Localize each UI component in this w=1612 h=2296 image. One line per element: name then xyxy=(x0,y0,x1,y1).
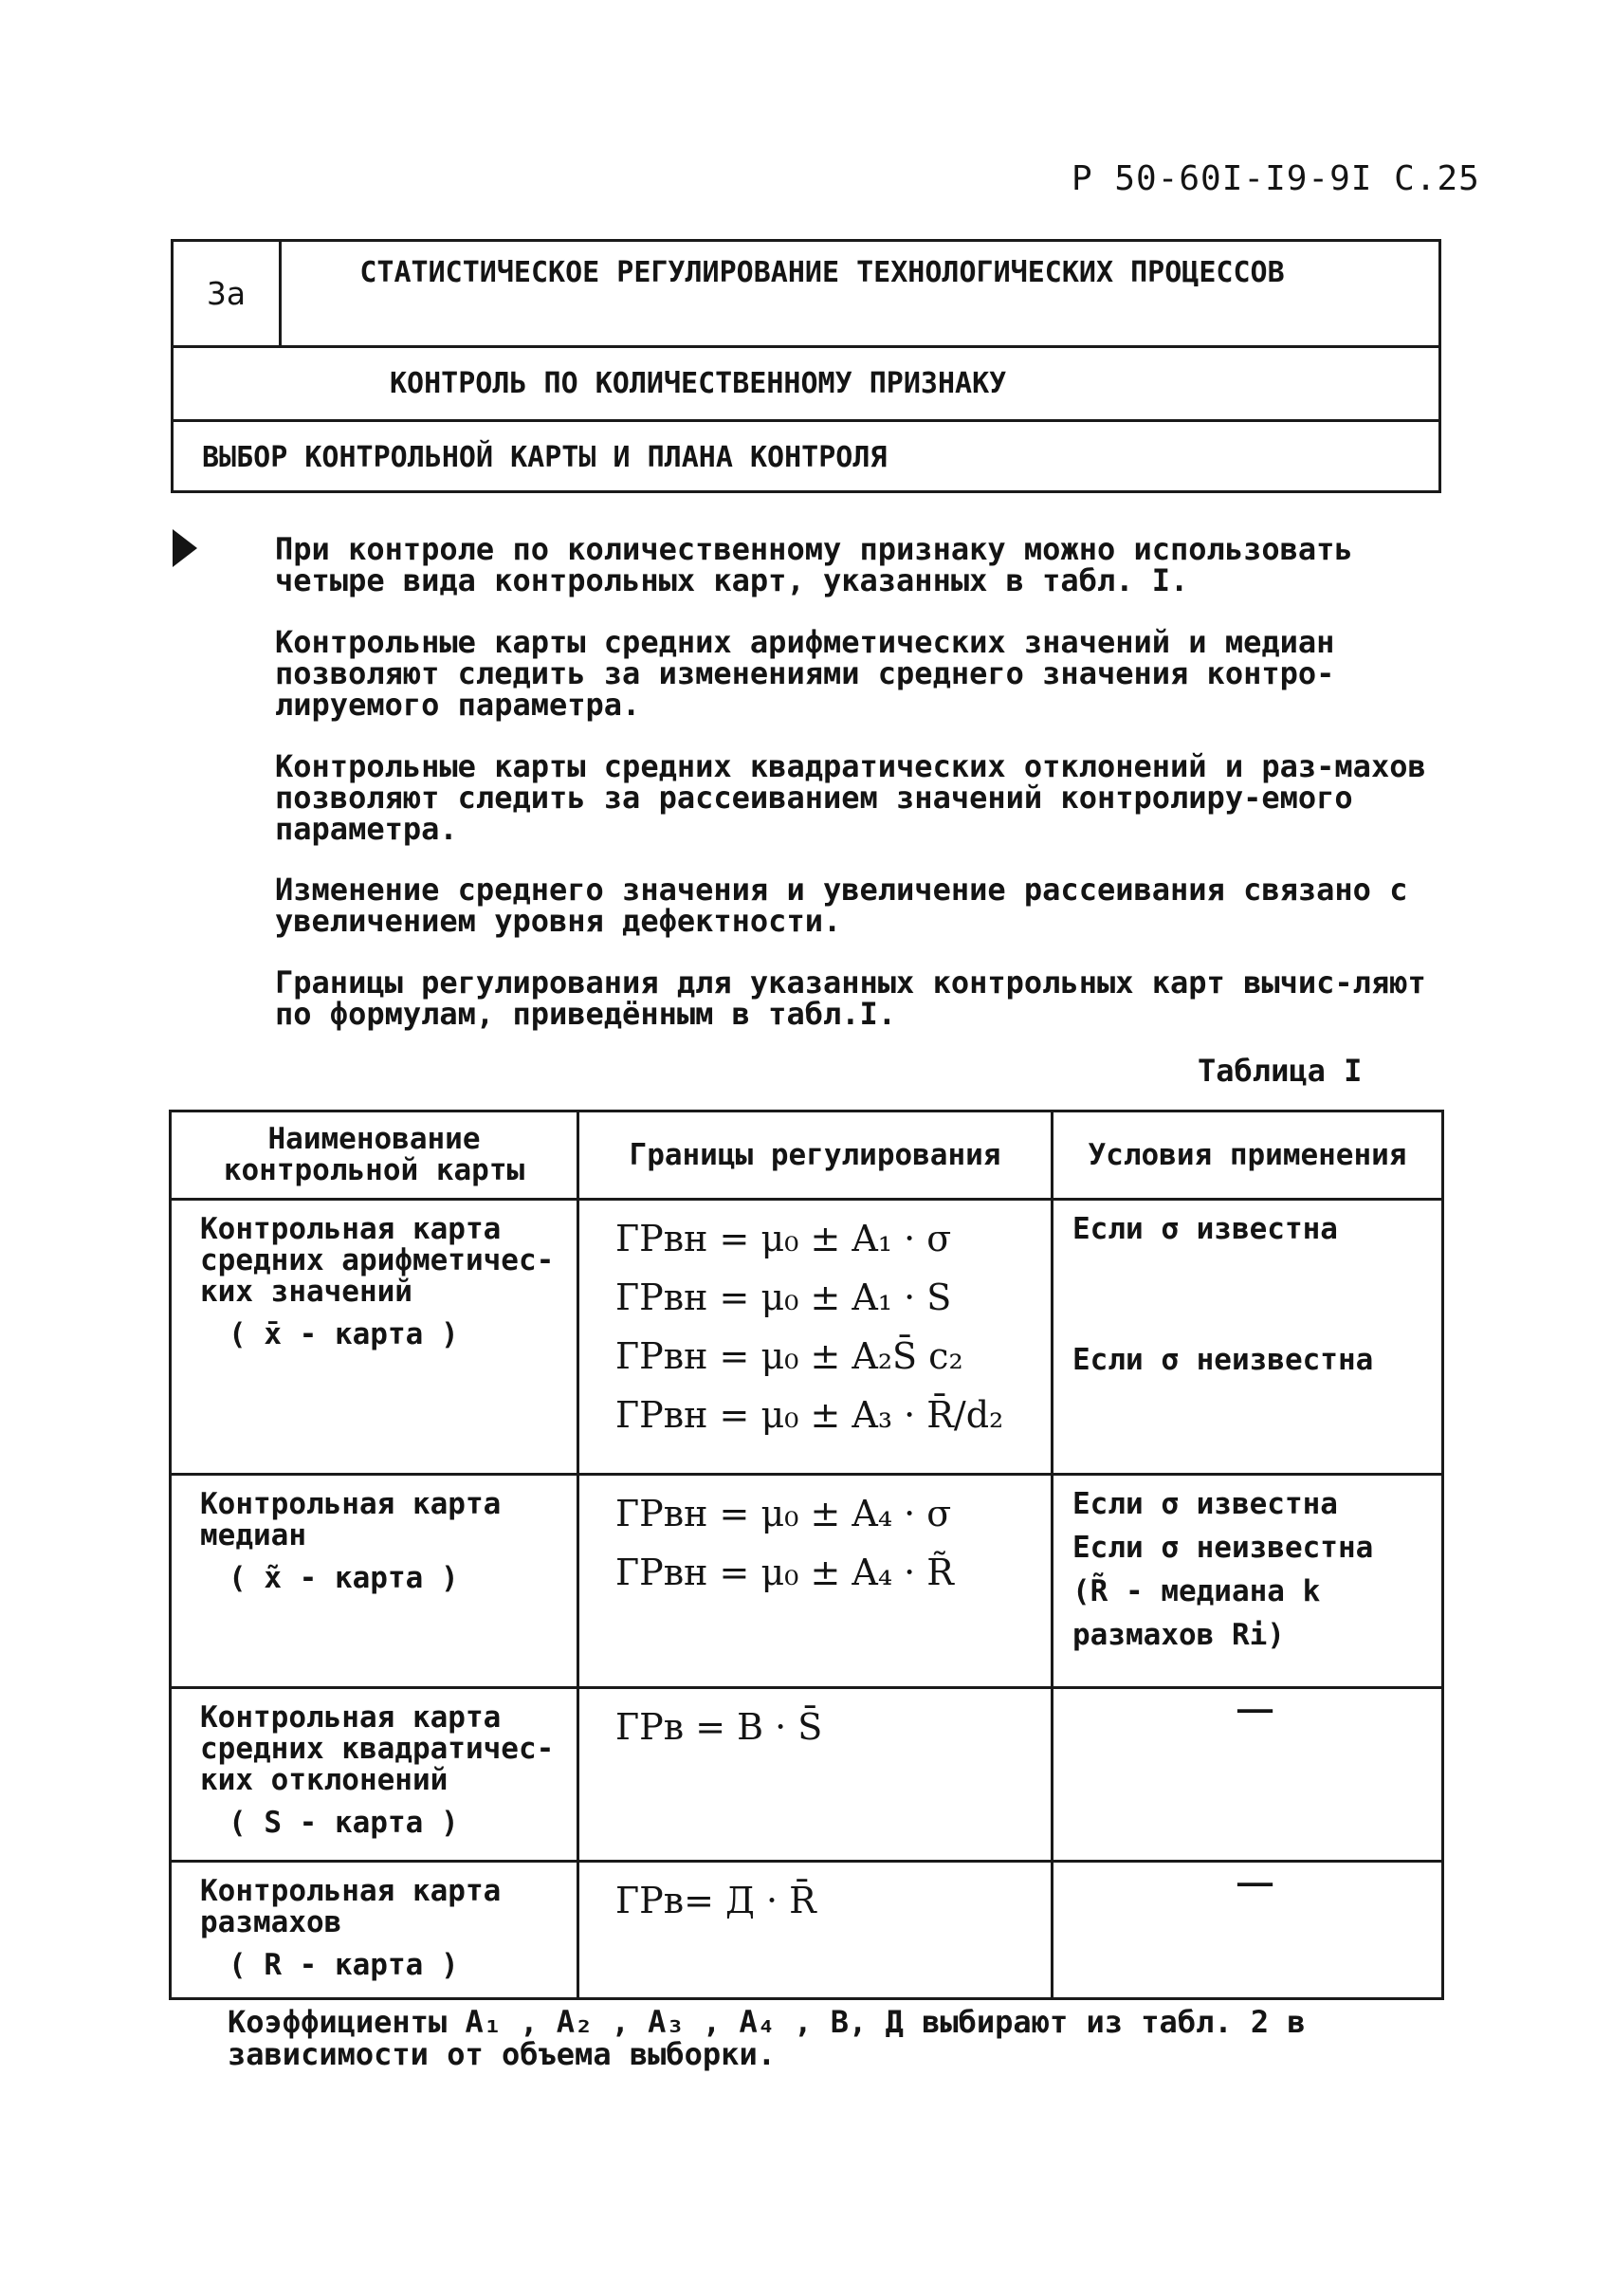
formula: ГРвн = μ₀ ± A₂S̄ c₂ xyxy=(615,1335,963,1377)
chart-type: ( S - карта ) xyxy=(229,1806,459,1840)
conditions-cell xyxy=(1053,1475,1443,1688)
condition: Если σ известна xyxy=(1072,1212,1338,1246)
paragraph-3: Контрольные карты средних квадратических отклонений и раз-махов позволяют следить за рассеиванием значений контролиру-емого параметра. xyxy=(275,748,1426,847)
formula-cell xyxy=(578,1862,1053,1999)
header-title: СТАТИСТИЧЕСКОЕ РЕГУЛИРОВАНИЕ ТЕХНОЛОГИЧЕСКИХ ПРОЦЕССОВ xyxy=(359,256,1285,289)
header-row-title xyxy=(174,242,1438,348)
formula: ГРв = B · S̄ xyxy=(615,1706,823,1748)
chart-type: ( R - карта ) xyxy=(229,1948,459,1982)
header-control-limits: Границы регулирования xyxy=(578,1111,1053,1200)
header-box xyxy=(171,239,1441,493)
formula-cell xyxy=(578,1688,1053,1862)
chart-name: Контрольная карта средних квадратичес- ких отклонений xyxy=(200,1700,555,1797)
conditions-cell xyxy=(1053,1200,1443,1475)
header-subtitle: КОНТРОЛЬ ПО КОЛИЧЕСТВЕННОМУ ПРИЗНАКУ xyxy=(174,348,1438,422)
condition-dash: —— xyxy=(1236,1693,1273,1727)
condition: Если σ известна xyxy=(1072,1487,1338,1521)
control-charts-table xyxy=(169,1110,1444,2000)
formula: ГРвн = μ₀ ± A₁ · σ xyxy=(615,1218,952,1259)
paragraph-5: Границы регулирования для указанных контрольных карт вычис-ляют по формулам, приведённым в табл.I. xyxy=(275,964,1426,1032)
paragraph-2: Контрольные карты средних арифметических значений и медиан позволяют следить за изменениями среднего значения контро-лируемого параметра. xyxy=(275,624,1335,723)
section-code: 3а xyxy=(174,242,282,345)
paragraph-4: Изменение среднего значения и увеличение рассеивания связано с увеличением уровня дефектности. xyxy=(275,872,1408,939)
formula-cell xyxy=(578,1200,1053,1475)
condition: Если σ неизвестна xyxy=(1072,1343,1374,1377)
chart-name-cell xyxy=(171,1200,578,1475)
table-row xyxy=(171,1475,1443,1688)
table-caption: Таблица I xyxy=(1198,1053,1363,1089)
formula: ГРвн = μ₀ ± A₁ · S xyxy=(615,1277,952,1318)
formula: ГРв= Д · R̄ xyxy=(615,1880,816,1921)
conditions-cell xyxy=(1053,1688,1443,1862)
header-section: ВЫБОР КОНТРОЛЬНОЙ КАРТЫ И ПЛАНА КОНТРОЛЯ xyxy=(202,441,888,474)
coefficients-note: Коэффициенты A₁ , A₂ , A₃ , A₄ , B, Д выбирают из табл. 2 в зависимости от объема выборки. xyxy=(228,2004,1306,2072)
table-row xyxy=(171,1200,1443,1475)
condition: (R̃ - медиана k xyxy=(1072,1574,1321,1608)
table-row xyxy=(171,1688,1443,1862)
table-header-row xyxy=(171,1111,1443,1200)
formula: ГРвн = μ₀ ± A₃ · R̄/d₂ xyxy=(615,1394,1004,1436)
chart-name-cell xyxy=(171,1862,578,1999)
document-code: Р 50-60I-I9-9I С.25 xyxy=(1072,159,1480,198)
conditions-cell xyxy=(1053,1862,1443,1999)
formula-cell xyxy=(578,1475,1053,1688)
paragraph-1: При контроле по количественному признаку можно использовать четыре вида контрольных карт, указанных в табл. I. xyxy=(275,531,1353,598)
chart-type: ( x̃ - карта ) xyxy=(229,1561,459,1595)
header-conditions: Условия применения xyxy=(1053,1111,1443,1200)
chart-name-cell xyxy=(171,1475,578,1688)
chart-name: Контрольная карта средних арифметичес- ких значений xyxy=(200,1212,555,1309)
condition xyxy=(1072,1301,1438,1345)
condition-dash: —— xyxy=(1236,1866,1273,1901)
chart-name: Контрольная карта медиан xyxy=(200,1487,502,1552)
chart-type: ( x̄ - карта ) xyxy=(229,1317,459,1351)
bullet-arrow-icon xyxy=(173,529,197,567)
condition xyxy=(1072,1258,1438,1301)
condition: размахов Ri) xyxy=(1072,1618,1285,1652)
chart-name: Контрольная карта размахов xyxy=(200,1874,502,1939)
table-row xyxy=(171,1862,1443,1999)
condition: Если σ неизвестна xyxy=(1072,1531,1374,1565)
header-chart-name: Наименование контрольной карты xyxy=(171,1111,578,1200)
formula: ГРвн = μ₀ ± A₄ · R̃ xyxy=(615,1552,954,1593)
formula: ГРвн = μ₀ ± A₄ · σ xyxy=(615,1493,952,1534)
chart-name-cell xyxy=(171,1688,578,1862)
